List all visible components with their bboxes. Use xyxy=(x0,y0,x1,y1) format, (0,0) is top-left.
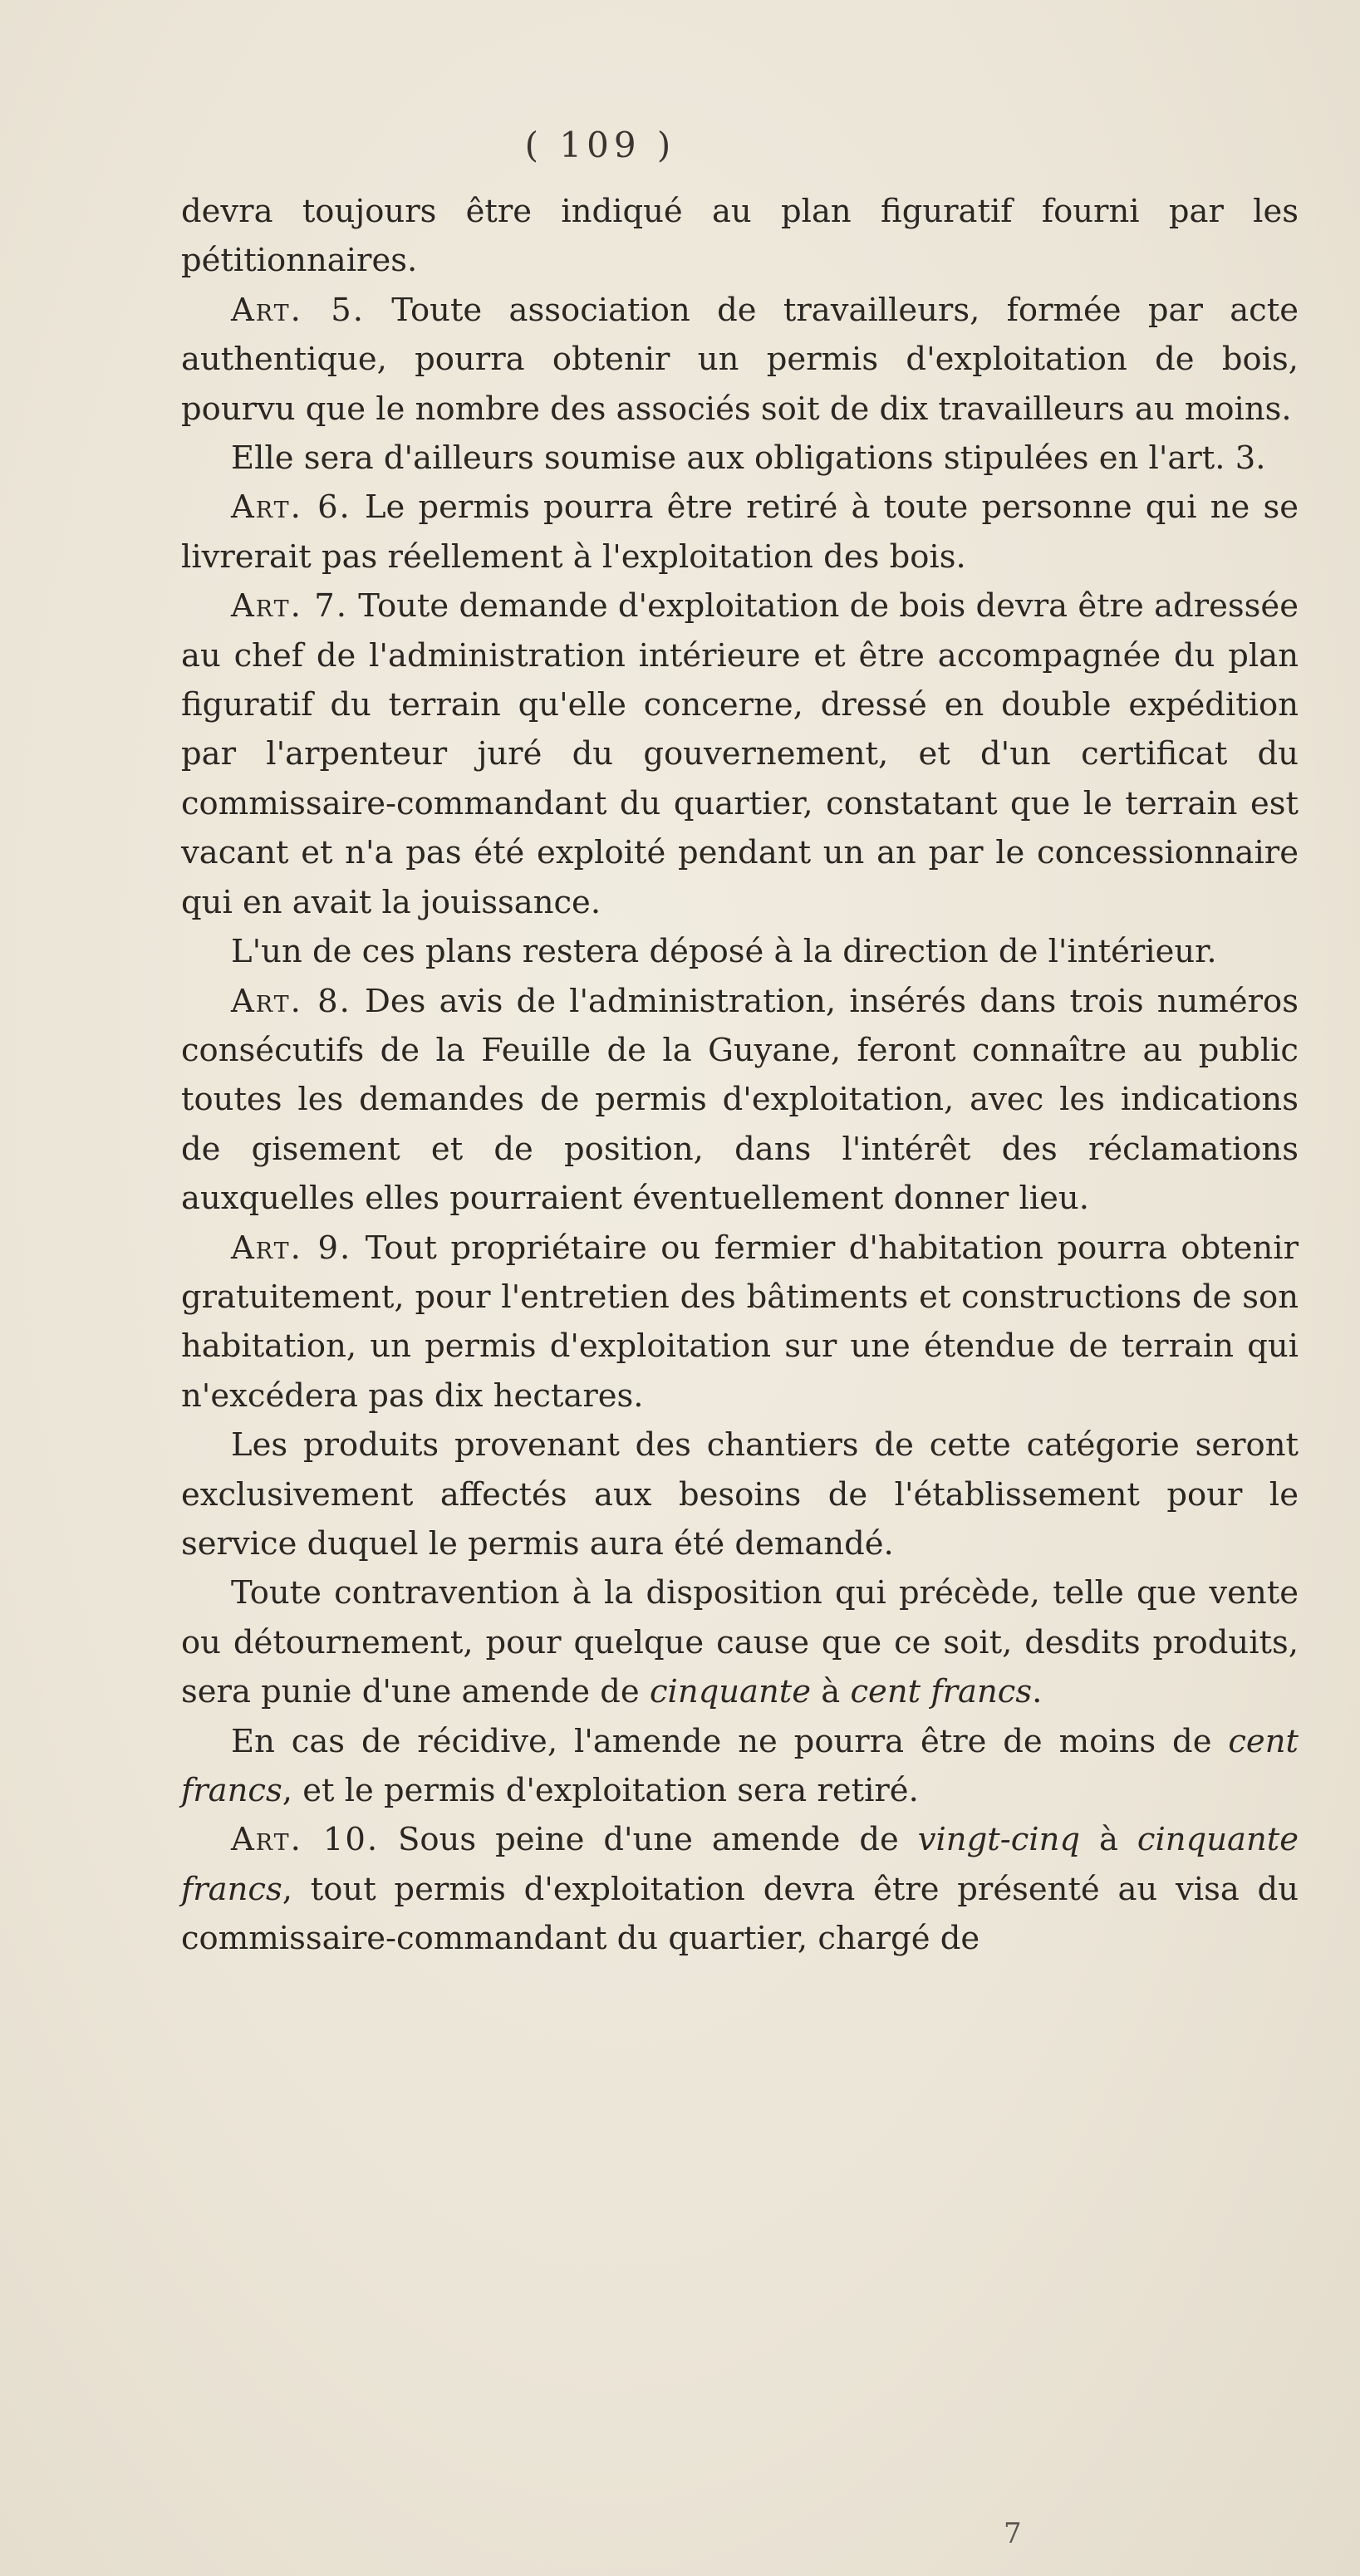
article-9-paragraph-4 xyxy=(181,1717,1299,1816)
paragraph-text: Le permis pourra être retiré à toute personne qui ne se livrerait pas réellement à l'exploitation des bois. xyxy=(181,488,1299,576)
paragraph-text: En cas de récidive, l'amende ne pourra être de moins de xyxy=(231,1722,1229,1760)
article-label: Art. 5. xyxy=(231,291,365,329)
article-8 xyxy=(181,977,1299,1224)
paragraph-text: Elle sera d'ailleurs soumise aux obligations stipulées en l'art. 3. xyxy=(231,439,1266,478)
article-label: Art. 6. xyxy=(231,488,351,527)
paragraph-text: Sous peine d'une amende de xyxy=(379,1821,918,1859)
paragraph-text: , tout permis d'exploitation devra être présenté au visa du commissaire-commandant du quartier, chargé de xyxy=(181,1870,1299,1958)
article-9 xyxy=(181,1224,1299,1421)
emphasis-amount: cent francs xyxy=(181,1722,1299,1809)
paragraph-text: . xyxy=(1032,1673,1043,1711)
article-label: Art. 7. xyxy=(231,587,348,626)
paragraph-continuation xyxy=(181,187,1299,286)
emphasis-amount: cinquante francs xyxy=(181,1821,1299,1908)
article-7-paragraph-2 xyxy=(181,927,1299,976)
article-10 xyxy=(181,1815,1299,1963)
paragraph-text: Les produits provenant des chantiers de cette catégorie seront exclusivement affectés aux besoins de l'établissement pour le service duquel le permis aura été demandé. xyxy=(181,1426,1299,1563)
emphasis-amount: cent francs xyxy=(850,1673,1033,1711)
article-7 xyxy=(181,581,1299,927)
body-text xyxy=(181,187,1299,1964)
article-5-paragraph-2 xyxy=(181,434,1299,483)
paragraph-text: Toute association de travailleurs, formée par acte authentique, pourra obtenir un permis d'exploitation de bois, pourvu que le nombre des associés soit de dix travailleurs au moins. xyxy=(181,291,1299,428)
article-label: Art. 9. xyxy=(231,1229,352,1267)
emphasis-amount: cinquante xyxy=(649,1673,812,1711)
signature-mark: 7 xyxy=(1004,2517,1022,2550)
article-9-paragraph-2 xyxy=(181,1420,1299,1568)
paragraph-text: L'un de ces plans restera déposé à la direction de l'intérieur. xyxy=(231,933,1217,971)
paragraph-text: devra toujours être indiqué au plan figuratif fourni par les pétitionnaires. xyxy=(181,193,1299,280)
article-label: Art. 10. xyxy=(231,1821,380,1859)
paragraph-text: , et le permis d'exploitation sera retiré. xyxy=(282,1772,919,1809)
article-label: Art. 8. xyxy=(231,982,351,1020)
article-5 xyxy=(181,286,1299,434)
paragraph-text: Toute demande d'exploitation de bois devra être adressée au chef de l'administration intérieure et être accompagnée du plan figuratif du terrain qu'elle concerne, dressé en double expédition par l'arpenteur juré du gouvernement, et d'un certificat du commissaire-commandant du quartier, constatant que le terrain est vacant et n'a pas été exploité pendant un an par le concessionnaire qui en avait la jouissance. xyxy=(181,587,1299,921)
paragraph-text: Des avis de l'administration, insérés dans trois numéros consécutifs de la Feuille de la Guyane, feront connaître au public toutes les demandes de permis d'exploitation, avec les indications de gisement et de position, dans l'intérêt des réclamations auxquelles elles pourraient éventuellement donner lieu. xyxy=(181,982,1299,1218)
paragraph-text: Tout propriétaire ou fermier d'habitation pourra obtenir gratuitement, pour l'entretien des bâtiments et constructions de son habitation, un permis d'exploitation sur une étendue de terrain qui n'excédera pas dix hectares. xyxy=(181,1229,1299,1415)
paragraph-text: à xyxy=(1080,1821,1137,1859)
page-number: ( 109 ) xyxy=(524,125,676,165)
article-9-paragraph-3 xyxy=(181,1568,1299,1716)
paragraph-text: à xyxy=(811,1673,851,1711)
emphasis-amount: vingt-cinq xyxy=(917,1821,1081,1859)
paragraph-text: Toute contravention à la disposition qui précède, telle que vente ou détournement, pour quelque cause que ce soit, desdits produits, sera punie d'une amende de xyxy=(181,1574,1299,1711)
article-6 xyxy=(181,483,1299,581)
